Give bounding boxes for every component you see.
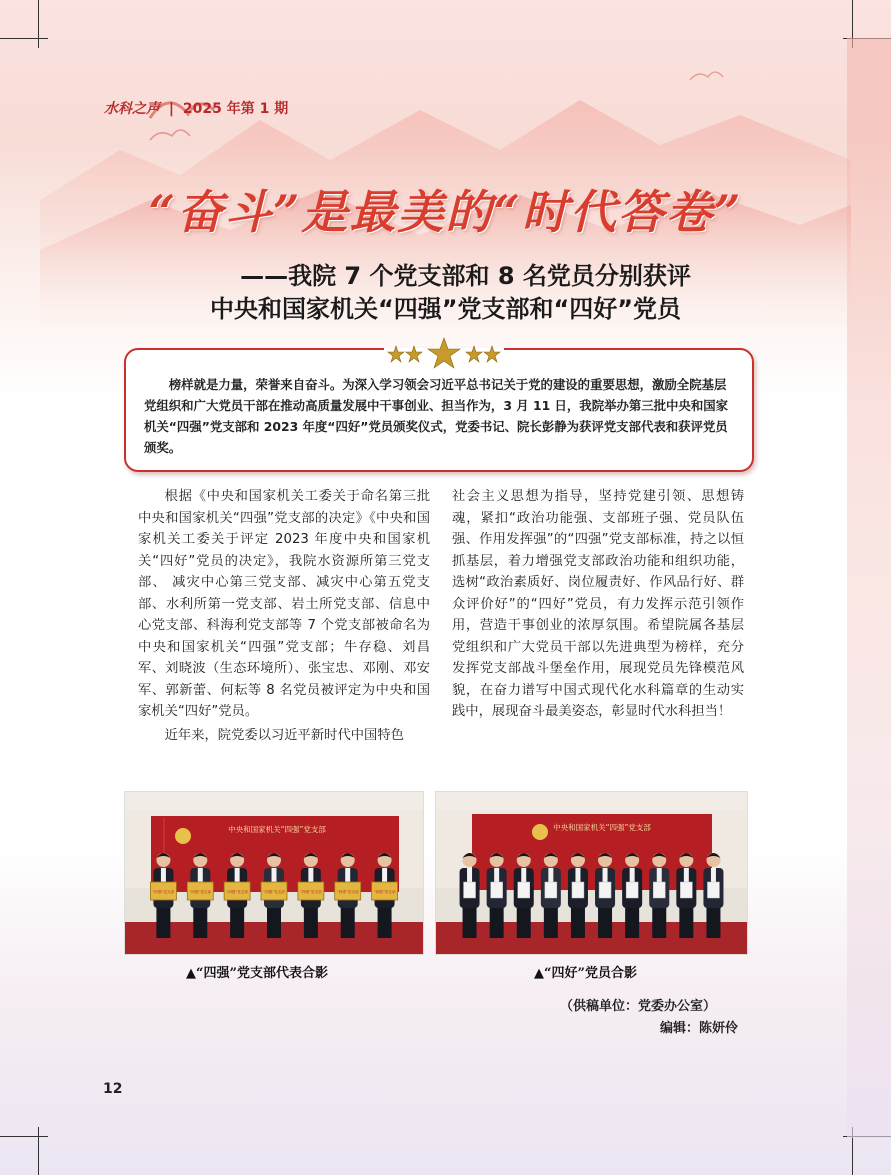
photo-caption-left: ▲“四强”党支部代表合影 (186, 966, 328, 981)
crop-mark (38, 1127, 39, 1175)
certificate (491, 882, 503, 898)
award-plaque-text: “四强”党支部 (373, 890, 396, 894)
editor-credit: 编辑：陈妍伶 (660, 1021, 739, 1036)
group-photo-party-branches (124, 791, 424, 955)
issue-label: 2025 年第 1 期 (182, 101, 289, 117)
body-paragraph: 根据《中央和国家机关工委关于命名第三批中央和国家机关“四强”党支部的决定》《中央和国家机关工委关于评定 2023 年度中央和国家机关“四好”党员的决定》，我院水资源所第三党支部、 减灾中心第三党支部、减灾中心第五党支部、水利所第一党支部、岩土所党支部、信息中心党支部、科海利党支部等 7 个党支部被命名为中央和国家机关“四强”党支部；牛存稳、刘昌军、刘晓波（生态环境所）、张宝忠、邓刚、邓安军、郭新蕾、何耘等 8 名党员被评定为中央和国家机关“四好”党员。 (138, 489, 430, 719)
magazine-header (104, 98, 288, 118)
certificate (653, 882, 665, 898)
body-column-right (452, 486, 744, 723)
certificate (518, 882, 530, 898)
certificate (626, 882, 638, 898)
certificate (464, 882, 476, 898)
article-subtitle-line2: 中央和国家机关“四强”党支部和“四好”党员 (209, 295, 682, 323)
award-plaque-text: “四强”党支部 (189, 890, 212, 894)
photo2-banner-text: 中央和国家机关“四强”党支部 (553, 823, 651, 832)
certificate (680, 882, 692, 898)
award-plaque-text: “四强”党支部 (336, 890, 359, 894)
group-photo-party-members (435, 791, 748, 955)
certificate (707, 882, 719, 898)
body-paragraph: 社会主义思想为指导，坚持党建引领、思想铸魂，紧扣“政治功能强、支部班子强、党员队伍强、作用发挥强”的“四强”党支部标准，持之以恒抓基层，着力增强党支部政治功能和组织功能，选树“政治素质好、岗位履责好、作风品行好、群众评价好”的“四好”党员，有力发挥示范引领作用，营造干事创业的浓厚氛围。希望院属各基层党组织和广大党员干部以先进典型为榜样，充分发挥党支部战斗堡垒作用，展现党员先锋模范风貌，在奋力谱写中国式现代化水科篇章的生动实践中，展现奋斗最美姿态，彰显时代水科担当！ (452, 489, 744, 719)
certificate (545, 882, 557, 898)
crop-mark (0, 1136, 48, 1137)
page-number: 12 (103, 1081, 123, 1097)
photo-caption-right: ▲“四好”党员合影 (534, 966, 637, 981)
header-separator: | (168, 101, 174, 117)
award-plaque-text: “四强”党支部 (152, 890, 175, 894)
photo1-banner-text: 中央和国家机关“四强”党支部 (228, 825, 326, 834)
article-title: “奋斗”是最美的“时代答卷” (148, 185, 743, 239)
award-plaque-text: “四强”党支部 (300, 890, 322, 894)
body-column-left (138, 486, 430, 746)
abstract-text: 榜样就是力量，荣誉来自奋斗。为深入学习领会习近平总书记关于党的建设的重要思想，激励全院基层党组织和广大党员干部在推动高质量发展中干事创业、担当作为，3 月 11 日，我院举办第三批中央和国家机关“四强”党支部和 2023 年度“四好”党员颁奖仪式，党委书记、院长彭静为获评党支部代表和获评党员颁奖。 (144, 377, 728, 455)
certificate (599, 882, 611, 898)
article-subtitle-line1: ——我院 7 个党支部和 8 名党员分别获评 (240, 262, 691, 290)
magazine-brand: 水科之声 (104, 101, 160, 117)
certificate (572, 882, 584, 898)
award-plaque-text: “四强”党支部 (263, 890, 285, 894)
body-paragraph: 近年来，院党委以习近平新时代中国特色 (164, 727, 404, 743)
star-ornament-icon (384, 336, 504, 370)
award-plaque-text: “四强”党支部 (226, 890, 248, 894)
contributor-credit: （供稿单位：党委办公室） (560, 999, 717, 1014)
